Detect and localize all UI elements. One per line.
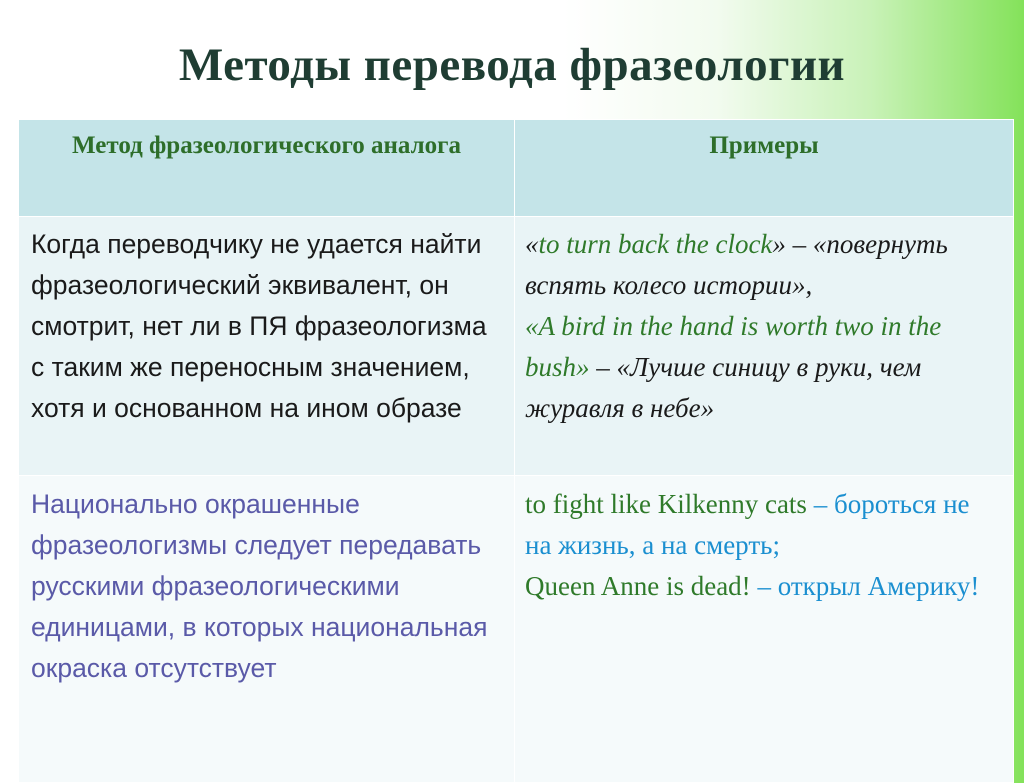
row2-description: Национально окрашенные фразеологизмы следует передавать русскими фразеологическими единицами, в которых национальная окраска отсутствует	[19, 476, 515, 783]
row1-ex2-russian: – «Лучше синицу в руки, чем журавля в небе»	[525, 352, 922, 423]
row1-description: Когда переводчику не удается найти фразеологический эквивалент, он смотрит, нет ли в ПЯ фразеологизма с таким же переносным значением, хотя и основанном на ином образе	[19, 217, 515, 476]
row1-examples	[515, 217, 1014, 476]
table-row	[19, 217, 1014, 476]
methods-table	[18, 119, 1014, 783]
page-title: Методы перевода фразеологии	[178, 39, 846, 91]
row2-ex2-english: Queen Anne is dead!	[525, 571, 751, 601]
row1-ex1-quote: «	[525, 229, 539, 259]
row2-ex1-russian: – бороться не на жизнь, а на смерть;	[525, 489, 970, 560]
row2-ex2-russian: – открыл Америку!	[750, 571, 980, 601]
header-examples: Примеры	[515, 120, 1014, 217]
row1-ex2-english: «A bird in the hand is worth two in the bush»	[525, 311, 942, 382]
table-header-row	[19, 120, 1014, 217]
row2-examples	[515, 476, 1014, 783]
row2-ex1-english: to fight like Kilkenny cats	[525, 489, 807, 519]
table-row	[19, 476, 1014, 783]
row1-ex1-russian: » – «повернуть вспять колесо истории»,	[525, 229, 948, 300]
header-method: Метод фразеологического аналога	[19, 120, 515, 217]
row1-ex1-english: to turn back the clock	[538, 229, 773, 259]
